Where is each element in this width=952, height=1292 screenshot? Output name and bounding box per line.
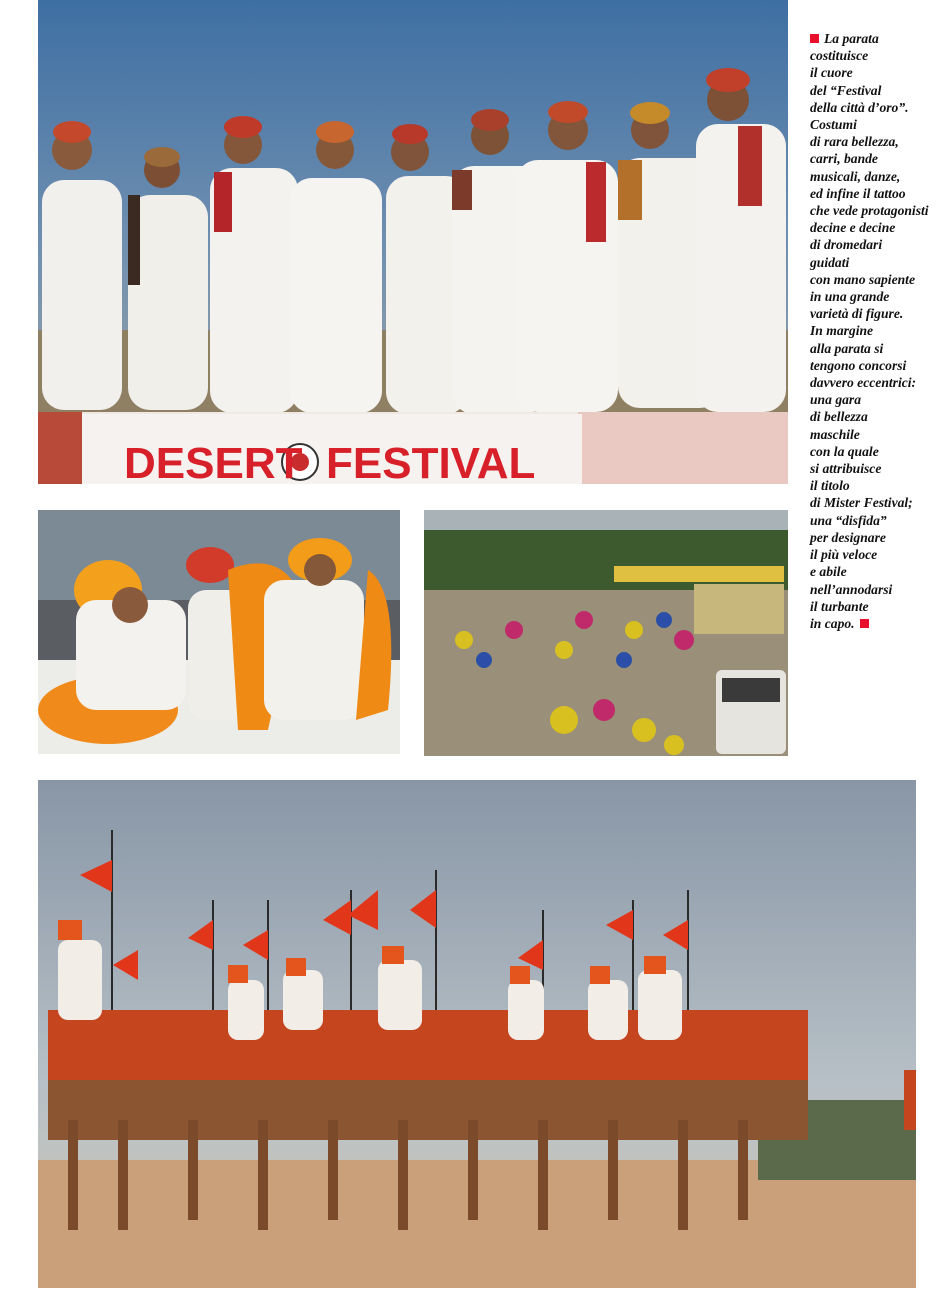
caption-line: che vede protagonisti [810, 203, 929, 219]
caption-line [810, 30, 952, 47]
banner-desert-text: DESERT [124, 439, 303, 484]
caption-text: in capo. [810, 615, 855, 631]
caption-line: con la quale [810, 443, 879, 459]
caption-line: di rara bellezza, [810, 134, 899, 150]
caption-line: del “Festival [810, 82, 882, 98]
caption-line: il cuore [810, 65, 853, 81]
caption-line: in una grande [810, 289, 890, 305]
photo-parade-stage [38, 0, 788, 484]
caption-line: il titolo [810, 478, 850, 494]
caption-line: con mano sapiente [810, 271, 915, 287]
caption-line [810, 615, 952, 632]
caption-line: una “disfida” [810, 512, 887, 528]
caption-line: costituisce [810, 48, 869, 64]
caption-line: carri, bande [810, 151, 878, 167]
caption-line: di dromedari [810, 237, 883, 253]
caption-line: In margine [810, 323, 874, 339]
caption-line: si attribuisce [810, 461, 882, 477]
caption-line: varietà di figure. [810, 306, 904, 322]
red-square-end-marker-icon [860, 619, 869, 628]
banner-festival-text: FESTIVAL [326, 439, 536, 484]
caption-line: della città d’oro”. [810, 99, 909, 115]
caption-line: nell’annodarsi [810, 581, 893, 597]
caption-line: musicali, danze, [810, 168, 901, 184]
article-caption [810, 30, 952, 632]
caption-line: e abile [810, 564, 847, 580]
caption-line: tengono concorsi [810, 357, 907, 373]
caption-line: il più veloce [810, 547, 878, 563]
caption-line: il turbante [810, 598, 869, 614]
caption-line: di bellezza [810, 409, 868, 425]
caption-line: guidati [810, 254, 850, 270]
red-square-marker-icon [810, 34, 819, 43]
caption-line: di Mister Festival; [810, 495, 913, 511]
photo-camel-parade [38, 780, 916, 1288]
caption-line: Costumi [810, 117, 857, 133]
photo-festival-crowd [424, 510, 788, 756]
caption-line: alla parata si [810, 340, 884, 356]
caption-line: davvero eccentrici: [810, 375, 917, 391]
caption-text: La parata [824, 31, 879, 46]
caption-line: maschile [810, 426, 860, 442]
caption-line: ed infine il tattoo [810, 185, 906, 201]
caption-line: decine e decine [810, 220, 896, 236]
caption-line: per designare [810, 529, 886, 545]
photo-turban-contest [38, 510, 400, 754]
caption-line: una gara [810, 392, 861, 408]
